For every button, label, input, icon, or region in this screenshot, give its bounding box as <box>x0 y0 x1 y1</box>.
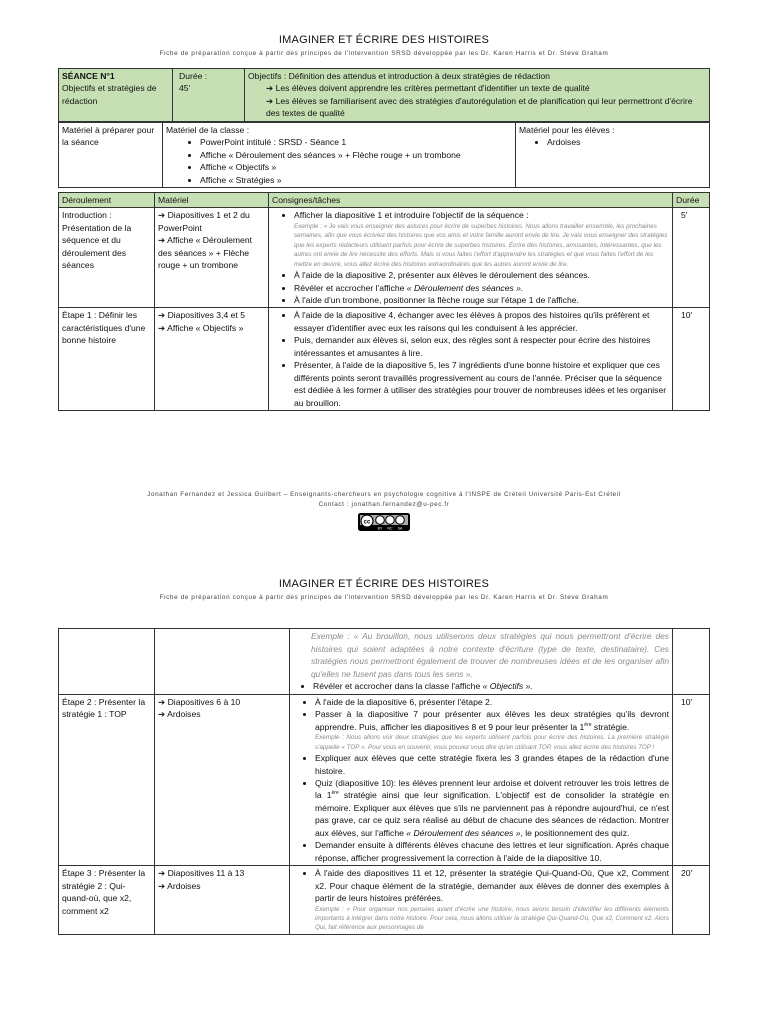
duree-value: 45' <box>179 83 191 94</box>
footer-authors: Jonathan Fernandez et Jessica Guilbert – Enseignants-chercheurs en psychologie cognitive à l'INSPE de Créteil Université Paris-Est Créteil <box>147 491 621 498</box>
materiel-item: ➔ Affiche « Déroulement des séances » + Flèche rouge + un trombone <box>158 235 252 271</box>
col-header-consignes: Consignes/tâches <box>269 193 673 208</box>
table-row <box>59 866 710 935</box>
example-text: Exemple : « Je vais vous enseigner des astuces pour écrire de superbes histoires. Nous allons travailler ensemble, les prochaines semaines, afin que vous écriviez des histoires que vos amis et votre famille auront envie de lire. Je vais vous enseigner des stratégies que les experts rédacteurs utilisent parfois pour écrire de superbes histoires. Écrire des histoires, amusantes, intéressantes, que les autres ont envie de lire nécessite des efforts. Mais si vous faites l'effort d'apprendre les stratégies et que vous faites l'effort de les mettre en œuvre, vous allez écrire des histoires extraordinaires que les autres auront envie de lire. <box>294 222 668 268</box>
seance-cell <box>59 69 173 122</box>
materiel-classe-label: Matériel de la classe : <box>166 125 250 135</box>
nc-icon: NC <box>387 526 393 531</box>
row-consignes <box>269 308 673 411</box>
footer-contact: Contact : jonathan.fernandez@u-pec.fr <box>318 501 450 509</box>
consigne-text: Révéler et accrocher l'affiche <box>294 282 407 293</box>
consigne-item <box>313 680 669 692</box>
list-item: • Affiche « Objectifs » <box>200 161 512 173</box>
page-subtitle: Fiche de préparation conçue à partir des principes de l'intervention SRSD développée par les Dr. Karen Harris et Dr. Steve Graham <box>159 594 609 601</box>
row-materiel <box>155 866 290 935</box>
arrow-icon: ➔ <box>266 95 276 106</box>
objectifs-cell <box>245 69 710 122</box>
consigne-item: • À l'aide d'un trombone, positionner la flèche rouge sur l'étape 1 de l'affiche. <box>294 294 669 306</box>
row-deroulement: Étape 2 : Présenter la stratégie 1 : TOP <box>59 694 155 865</box>
table-header-row <box>59 193 710 208</box>
row-deroulement: Introduction : Présentation de la séquence et du déroulement des séances <box>59 208 155 308</box>
col-header-deroulement: Déroulement <box>59 193 155 208</box>
superscript: ère <box>331 790 339 797</box>
consigne-item: • Expliquer aux élèves que cette stratégie fixera les 3 grandes étapes de la rédaction d'une histoire. <box>315 752 669 777</box>
sa-icon: SA <box>397 526 403 531</box>
page-title: IMAGINER ET ÉCRIRE DES HISTOIRES <box>278 578 490 590</box>
materiel-eleves-cell <box>516 123 710 188</box>
table-row <box>59 694 710 865</box>
objectifs-label: Objectifs : Définition des attendus et introduction à deux stratégies de rédaction <box>248 71 550 81</box>
example-text: Exemple : « Pour organiser nos pensées avant d'écrire une histoire, nous avons besoin d'identifier les différents éléments importants à intégrer dans notre histoire. Pour cela, nous allons utiliser la stratégie Qui-Quand-Où, Que x2, Comment x2. Alors Qui, fait référence aux personnages de <box>315 905 669 932</box>
row-consignes <box>290 629 673 695</box>
consigne-text: Afficher la diapositive 1 et introduire l'objectif de la séquence : <box>294 210 529 221</box>
objectif-2: Les élèves se familiarisent avec des stratégies d'autorégulation et de planification qui leur permettront d'écrire des textes de qualité <box>266 95 693 119</box>
cc-icon: cc <box>363 519 371 526</box>
materiel-classe-list <box>166 136 512 186</box>
seance-number: SÉANCE N°1 <box>62 71 115 81</box>
by-icon: BY <box>377 526 383 531</box>
row-duree: 5' <box>673 208 710 308</box>
row-materiel <box>155 208 269 308</box>
row-deroulement: Étape 1 : Définir les caractéristiques d'une bonne histoire <box>59 308 155 411</box>
consigne-item <box>294 282 669 294</box>
consigne-item: • À l'aide de la diapositive 6, présenter l'étape 2. <box>315 696 669 708</box>
row-materiel <box>155 308 269 411</box>
objectif-1: Les élèves doivent apprendre les critères permettant d'identifier un texte de qualité <box>275 83 590 94</box>
consigne-item: • Présenter, à l'aide de la diapositive 5, les 7 ingrédients d'une bonne histoire et expliquer que ces différents points seront travaillés progressivement au cours de l'année. Préciser que la séquence est dédiée à les former à utiliser des stratégies pour trouver de nombreuses idées et les organiser au brouillon. <box>294 359 669 409</box>
consigne-text: stratégie. <box>591 721 630 732</box>
row-duree: 10' <box>673 308 710 411</box>
row-consignes <box>290 866 673 935</box>
consigne-text: À l'aide des diapositives 11 et 12, présenter la stratégie Qui-Quand-Où, Que x2, Comment x2. Pour chaque élément de la stratégie, demander aux élèves de donner des exemples à partir de leurs histoires préférées. <box>315 868 669 904</box>
materiel-eleves-list <box>519 136 706 148</box>
consigne-item <box>315 867 669 933</box>
materiel-item: ➔ Diapositives 3,4 et 5 <box>158 310 245 321</box>
row-consignes <box>269 208 673 308</box>
materiel-item: ➔ Ardoises <box>158 880 201 891</box>
header-table <box>58 68 710 122</box>
consigne-text: Révéler et accrocher dans la classe l'affiche <box>313 681 483 692</box>
consigne-italic: « Déroulement des séances » <box>406 827 521 838</box>
consigne-item: • Demander ensuite à différents élèves chacune des lettres et leur signification. Après chaque réponse, afficher progressivement la correction à l'aide de la diapositive 10. <box>315 839 669 864</box>
table-row <box>59 629 710 695</box>
consigne-item: • À l'aide de la diapositive 4, échanger avec les élèves à propos des histoires qu'ils préfèrent et essayer d'identifier avec eux les raisons qui les conduisent à les apprécier. <box>294 309 669 334</box>
materiel-item: ➔ Ardoises <box>158 709 201 720</box>
row-deroulement: Étape 3 : Présenter la stratégie 2 : Qui-quand-où, que x2, comment x2 <box>59 866 155 935</box>
consigne-item: • À l'aide de la diapositive 2, présenter aux élèves le déroulement des séances. <box>294 269 669 281</box>
row-duree: 20' <box>673 866 710 935</box>
consigne-text: Quiz (diapositive 10): les élèves prennent leur ardoise et doivent retrouver les trois lettres de la 1 <box>315 778 669 801</box>
list-item: • Affiche « Déroulement des séances » + Flèche rouge + un trombone <box>200 149 512 161</box>
materiel-item: ➔ Diapositives 1 et 2 du PowerPoint <box>158 210 250 233</box>
consigne-text: Passer à la diapositive 7 pour présenter aux élèves les deux stratégies qu'ils devront apprendre. Puis, afficher les diapositives 8 et 9 pour leur présenter la 1 <box>315 709 669 732</box>
seance-description: Objectifs et stratégies de rédaction <box>62 83 157 106</box>
page-footer <box>0 490 768 536</box>
example-text: Exemple : « Au brouillon, nous utiliserons deux stratégies qui nous permettront d'écrire des histoires qui soient adaptées à notre contexte d'écriture (type de texte, destinataire). Ces stratégies nous permettront également de trouver de nombreuses idées et de les organiser afin qu'elles ne fusent pas dans tous les sens ». <box>311 631 669 679</box>
col-header-materiel: Matériel <box>155 193 269 208</box>
materiel-item: ➔ Diapositives 6 à 10 <box>158 696 241 707</box>
row-materiel <box>155 694 290 865</box>
row-duree: 10' <box>673 694 710 865</box>
list-item: • Affiche « Stratégies » <box>200 174 512 186</box>
consigne-item: • Puis, demander aux élèves si, selon eux, des règles sont à respecter pour écrire des histoires intéressantes et amusantes à lire. <box>294 334 669 359</box>
row-consignes <box>290 694 673 865</box>
page-2 <box>0 578 768 932</box>
consigne-italic: « Objectifs ». <box>482 681 533 692</box>
list-item: • PowerPoint intitulé : SRSD - Séance 1 <box>200 136 512 148</box>
cc-license-badge <box>358 513 410 531</box>
materiel-a-preparer: Matériel à préparer pour la séance <box>59 123 163 188</box>
deroulement-table <box>58 192 710 411</box>
materiel-classe-cell <box>163 123 516 188</box>
materiel-table <box>58 122 710 188</box>
consigne-text: , le positionnement des quiz. <box>520 827 630 838</box>
example-text: Exemple : Nous allons voir deux stratégies que les experts utilisent parfois pour écrire des histoires. La première stratégie s'appelle « TOP ». Pour vous en souvenir, vous pouvez vous dire qu'en utilisant TOP, vous allez écrire des histoires TOP ! <box>315 734 669 751</box>
consigne-item <box>315 777 669 839</box>
arrow-icon: ➔ <box>266 83 276 94</box>
duree-label: Durée : <box>179 71 208 81</box>
col-header-duree: Durée <box>673 193 710 208</box>
deroulement-table-continued <box>58 628 710 935</box>
page-subtitle: Fiche de préparation conçue à partir des principes de l'intervention SRSD développée par les Dr. Karen Harris et Dr. Steve Graham <box>159 50 609 57</box>
table-row <box>59 208 710 308</box>
consigne-text: stratégie ainsi que leur signification. L'objectif est de consolider la stratégie en mémoire. Expliquer aux élèves que s'ils ne parviennent pas à répondre aujourd'hui, ce n'est pas grave, car ce quiz sera réalisé au début de chacune des séances de rédaction. Montrer aux élèves, sur l'affiche <box>315 790 669 838</box>
superscript: ère <box>584 721 592 728</box>
list-item: • Ardoises <box>547 136 706 148</box>
materiel-item: ➔ Diapositives 11 à 13 <box>158 868 245 879</box>
materiel-eleves-label: Matériel pour les élèves : <box>519 125 615 135</box>
table-row <box>59 308 710 411</box>
page-1 <box>0 34 768 531</box>
consigne-item <box>294 209 669 269</box>
page-title: IMAGINER ET ÉCRIRE DES HISTOIRES <box>278 34 490 46</box>
consigne-item <box>315 708 669 752</box>
materiel-item: ➔ Affiche « Objectifs » <box>158 322 244 333</box>
consigne-italic: « Déroulement des séances ». <box>406 282 524 293</box>
duree-cell <box>173 69 245 122</box>
